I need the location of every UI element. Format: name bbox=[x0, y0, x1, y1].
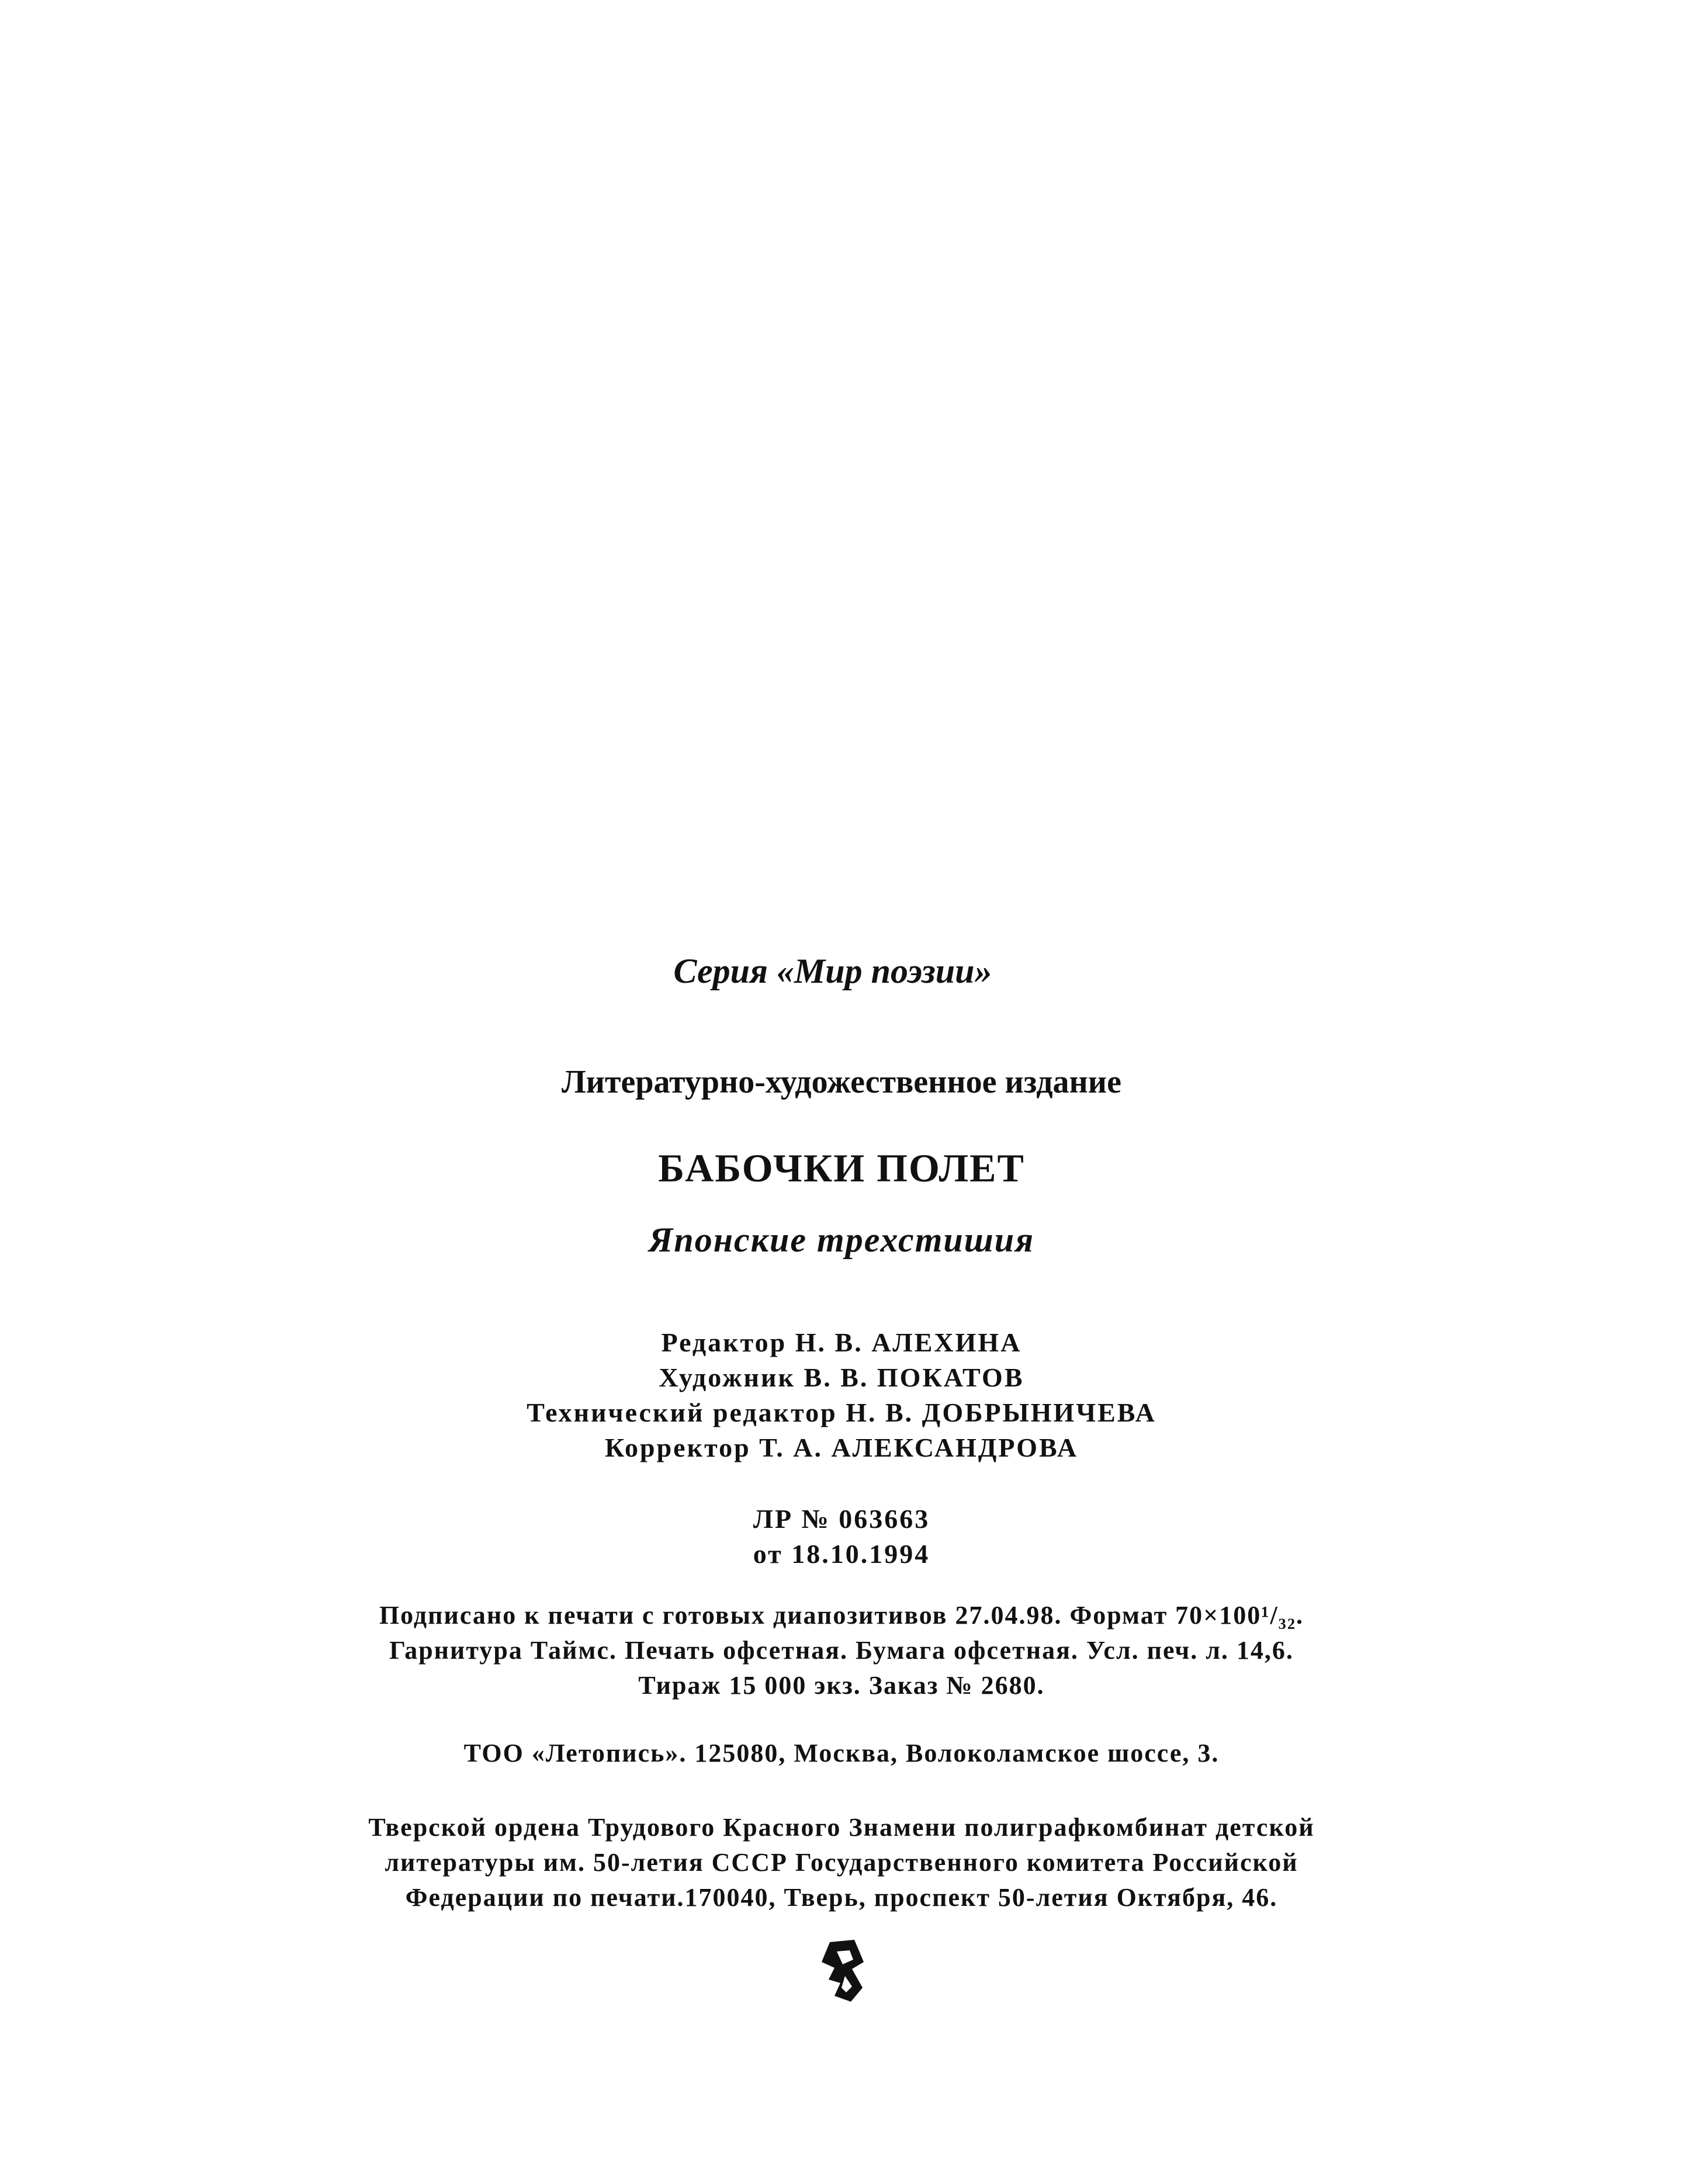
imprint-line: Подписано к печати с готовых диапозитивов 27.04.98. Формат 70×100¹/₃₂. bbox=[379, 1601, 1304, 1630]
printer-line: Федерации по печати.170040, Тверь, проспект 50-летия Октября, 46. bbox=[405, 1883, 1278, 1912]
license-number: ЛР № 063663 bbox=[753, 1504, 930, 1534]
book-subtitle: Японские трехстишия bbox=[648, 1221, 1034, 1259]
credits-block bbox=[0, 1325, 1683, 1465]
printer-block bbox=[0, 1810, 1683, 1915]
publisher-address: ТОО «Летопись». 125080, Москва, Волоколамское шоссе, 3. bbox=[463, 1739, 1220, 1767]
license-date: от 18.10.1994 bbox=[753, 1539, 930, 1569]
credit-proofreader: Корректор Т. А. АЛЕКСАНДРОВА bbox=[604, 1433, 1079, 1462]
credit-technical-editor: Технический редактор Н. В. ДОБРЫНИЧЕВА bbox=[527, 1398, 1156, 1427]
edition-type: Литературно-художественное издание bbox=[562, 1064, 1121, 1100]
imprint-line: Гарнитура Таймс. Печать офсетная. Бумага офсетная. Усл. печ. л. 14,6. bbox=[389, 1636, 1294, 1665]
imprint-line: Тираж 15 000 экз. Заказ № 2680. bbox=[638, 1671, 1045, 1700]
printer-line: Тверской ордена Трудового Красного Знамени полиграфкомбинат детской bbox=[368, 1813, 1315, 1842]
printer-line: литературы им. 50-летия СССР Государственного комитета Российской bbox=[385, 1848, 1298, 1877]
book-title: БАБОЧКИ ПОЛЕТ bbox=[658, 1146, 1025, 1190]
printer-logo-icon bbox=[817, 1939, 866, 2003]
credit-artist: Художник В. В. ПОКАТОВ bbox=[659, 1363, 1024, 1392]
license-block bbox=[0, 1502, 1683, 1572]
series-name: Серия «Мир поэзии» bbox=[673, 952, 992, 990]
imprint-block bbox=[0, 1598, 1683, 1703]
credit-editor: Редактор Н. В. АЛЕХИНА bbox=[661, 1327, 1022, 1357]
